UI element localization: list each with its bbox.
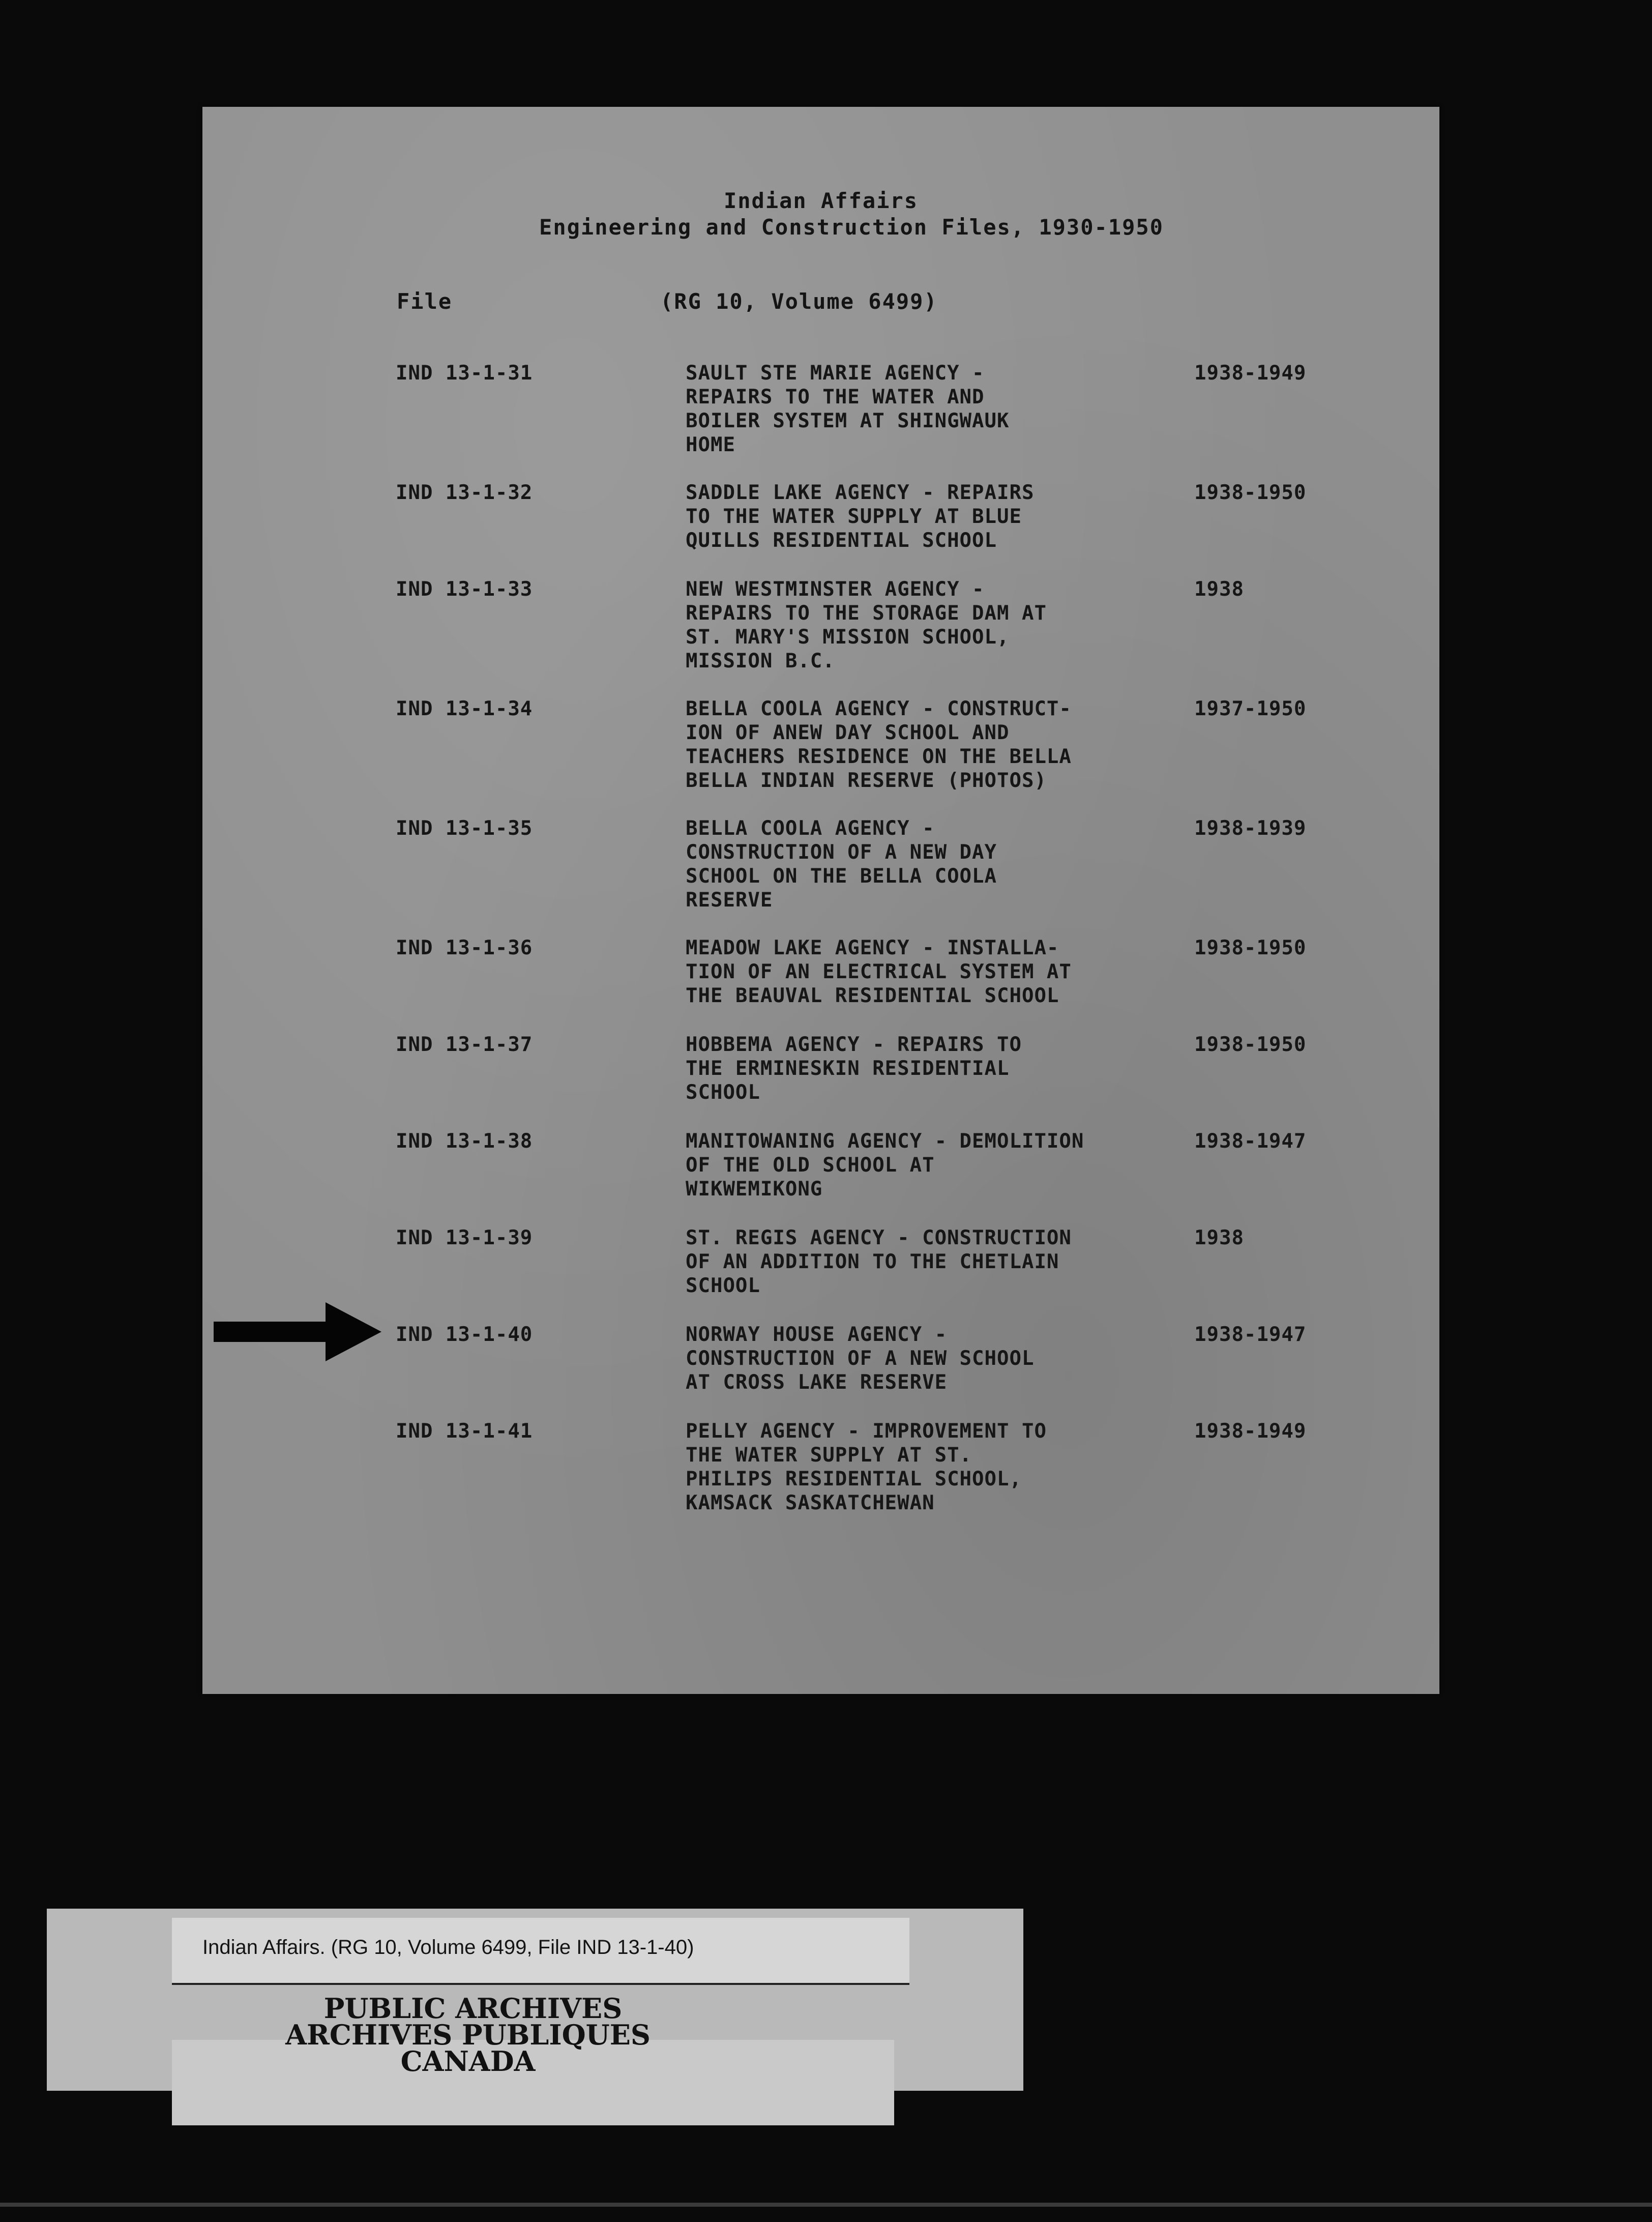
description-line: THE WATER SUPPLY AT ST. (686, 1444, 972, 1467)
file-number: IND 13-1-35 (396, 817, 533, 840)
file-dates: 1938-1939 (1194, 817, 1307, 840)
file-number: IND 13-1-41 (396, 1420, 533, 1443)
file-description (686, 481, 1184, 552)
archive-caption-strip (172, 1918, 909, 1985)
description-line: OF AN ADDITION TO THE CHETLAIN (686, 1250, 1059, 1273)
file-dates: 1938-1950 (1194, 481, 1307, 504)
file-number: IND 13-1-39 (396, 1226, 533, 1249)
description-line: NORWAY HOUSE AGENCY - (686, 1323, 948, 1346)
description-line: BOILER SYSTEM AT SHINGWAUK (686, 410, 1010, 432)
archive-caption: Indian Affairs. (RG 10, Volume 6499, File IND 13-1-40) (202, 1936, 694, 1958)
file-number: IND 13-1-40 (396, 1323, 533, 1346)
description-line: PELLY AGENCY - IMPROVEMENT TO (686, 1420, 1047, 1443)
file-number: IND 13-1-38 (396, 1130, 533, 1153)
description-line: OF THE OLD SCHOOL AT (686, 1154, 935, 1177)
file-number: IND 13-1-31 (396, 362, 533, 385)
file-dates: 1938-1949 (1194, 362, 1307, 385)
description-line: ST. REGIS AGENCY - CONSTRUCTION (686, 1226, 1072, 1249)
file-description (686, 1419, 1184, 1515)
description-line: HOBBEMA AGENCY - REPAIRS TO (686, 1033, 1022, 1056)
description-line: TION OF AN ELECTRICAL SYSTEM AT (686, 960, 1072, 983)
description-line: SADDLE LAKE AGENCY - REPAIRS (686, 481, 1035, 504)
archive-stamp-line-2: ARCHIVES PUBLIQUES (285, 2019, 651, 2051)
description-line: CONSTRUCTION OF A NEW SCHOOL (686, 1347, 1035, 1370)
file-dates: 1937-1950 (1194, 697, 1307, 720)
description-line: KAMSACK SASKATCHEWAN (686, 1492, 935, 1514)
description-line: WIKWEMIKONG (686, 1178, 823, 1201)
document-subtitle: Engineering and Construction Files, 1930-1950 (539, 215, 1164, 240)
file-description (686, 361, 1184, 457)
file-number: IND 13-1-37 (396, 1033, 533, 1056)
file-number: IND 13-1-32 (396, 481, 533, 504)
file-column-header: File (397, 289, 453, 314)
file-description (686, 816, 1184, 912)
file-description (686, 577, 1184, 673)
file-dates: 1938-1950 (1194, 937, 1307, 959)
document-title: Indian Affairs (723, 188, 918, 213)
file-description (686, 936, 1184, 1008)
description-line: SCHOOL (686, 1081, 760, 1104)
description-line: SAULT STE MARIE AGENCY - (686, 362, 985, 385)
description-line: SCHOOL ON THE BELLA COOLA (686, 865, 997, 888)
description-line: ST. MARY'S MISSION SCHOOL, (686, 626, 1010, 649)
file-dates: 1938-1949 (1194, 1420, 1307, 1443)
description-line: THE BEAUVAL RESIDENTIAL SCHOOL (686, 984, 1059, 1007)
description-line: NEW WESTMINSTER AGENCY - (686, 578, 985, 601)
description-line: QUILLS RESIDENTIAL SCHOOL (686, 529, 997, 552)
file-number: IND 13-1-34 (396, 697, 533, 720)
description-line: BELLA COOLA AGENCY - CONSTRUCT- (686, 697, 1072, 720)
archive-stamp-line-3: CANADA (400, 2045, 536, 2078)
description-line: PHILIPS RESIDENTIAL SCHOOL, (686, 1468, 1022, 1490)
description-line: MANITOWANING AGENCY - DEMOLITION (686, 1130, 1084, 1153)
description-line: REPAIRS TO THE STORAGE DAM AT (686, 602, 1047, 625)
volume-header: (RG 10, Volume 6499) (660, 289, 938, 314)
file-dates: 1938 (1194, 578, 1244, 601)
description-line: TO THE WATER SUPPLY AT BLUE (686, 505, 1022, 528)
file-description (686, 697, 1184, 793)
file-dates: 1938-1950 (1194, 1033, 1307, 1056)
document-page (202, 107, 1439, 1694)
description-line: MEADOW LAKE AGENCY - INSTALLA- (686, 937, 1059, 959)
file-number: IND 13-1-36 (396, 937, 533, 959)
right-arrow-icon (214, 1302, 381, 1361)
film-edge (0, 2203, 1652, 2207)
archive-stamp-line-1: PUBLIC ARCHIVES (323, 1992, 623, 2025)
file-description (686, 1033, 1184, 1104)
description-line: CONSTRUCTION OF A NEW DAY (686, 841, 997, 864)
description-line: SCHOOL (686, 1274, 760, 1297)
description-line: ION OF ANEW DAY SCHOOL AND (686, 721, 1010, 744)
description-line: THE ERMINESKIN RESIDENTIAL (686, 1057, 1010, 1080)
file-description (686, 1323, 1184, 1394)
description-line: AT CROSS LAKE RESERVE (686, 1371, 948, 1394)
description-line: REPAIRS TO THE WATER AND (686, 386, 985, 408)
description-line: BELLA INDIAN RESERVE (PHOTOS) (686, 769, 1047, 792)
description-line: MISSION B.C. (686, 650, 835, 673)
file-description (686, 1226, 1184, 1298)
file-dates: 1938-1947 (1194, 1323, 1307, 1346)
file-dates: 1938-1947 (1194, 1130, 1307, 1153)
description-line: HOME (686, 433, 735, 456)
file-dates: 1938 (1194, 1226, 1244, 1249)
file-number: IND 13-1-33 (396, 578, 533, 601)
description-line: TEACHERS RESIDENCE ON THE BELLA (686, 745, 1072, 768)
file-description (686, 1129, 1184, 1201)
description-line: RESERVE (686, 889, 773, 912)
description-line: BELLA COOLA AGENCY - (686, 817, 935, 840)
